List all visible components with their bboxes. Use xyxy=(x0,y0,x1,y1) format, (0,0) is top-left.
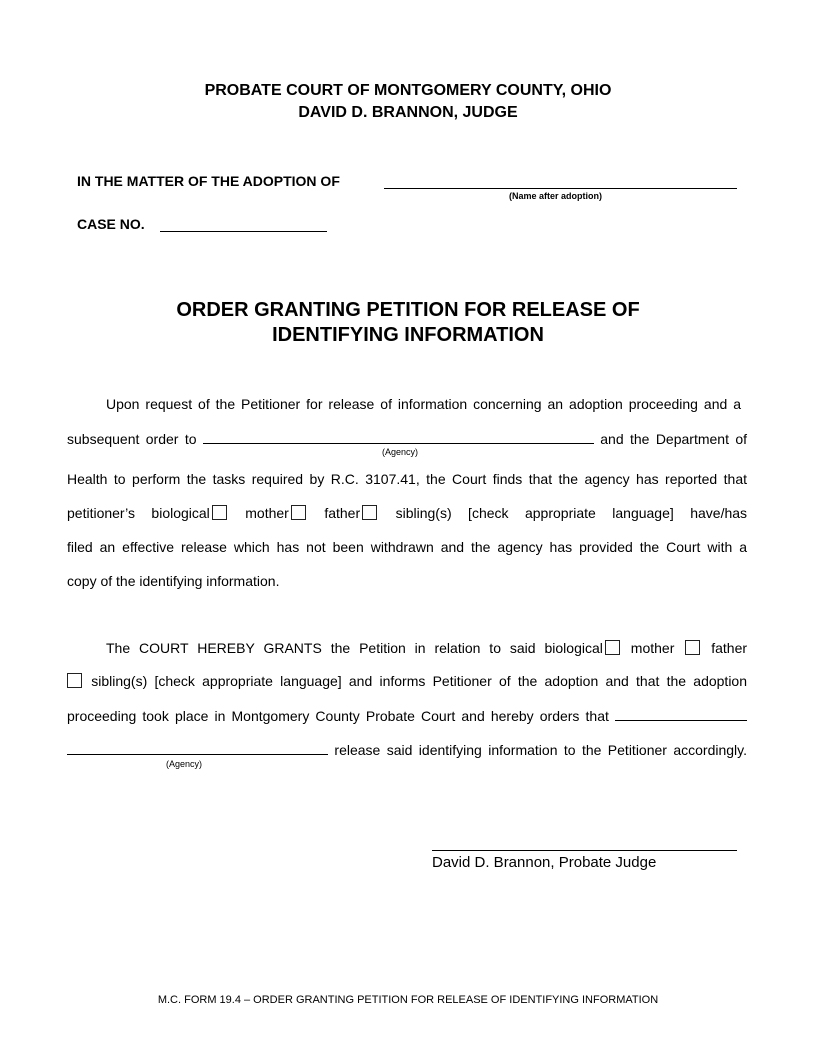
agency-field[interactable] xyxy=(203,430,594,444)
form-title-line1: ORDER GRANTING PETITION FOR RELEASE OF xyxy=(176,299,640,321)
para1-line2 xyxy=(67,430,747,446)
text: mother xyxy=(245,505,289,521)
para1-line4 xyxy=(67,505,747,521)
biological-checkbox[interactable] xyxy=(212,505,227,520)
text: mother xyxy=(630,640,675,656)
text: father xyxy=(324,505,361,521)
para1-line3: Health to perform the tasks required by R.C. 3107.41, the Court finds that the agency has reported that xyxy=(67,471,747,487)
para2-line2 xyxy=(67,673,747,689)
text: release said identifying information to the Petitioner accordingly. xyxy=(334,742,748,758)
adoption-label: IN THE MATTER OF THE ADOPTION OF xyxy=(77,173,340,189)
father-checkbox[interactable] xyxy=(362,505,377,520)
text: petitioner’s biological xyxy=(67,505,210,521)
para1-line1: Upon request of the Petitioner for release of information concerning an adoption proceeding and a xyxy=(106,396,741,412)
para2-line4 xyxy=(67,741,747,757)
case-no-label: CASE NO. xyxy=(77,216,145,232)
mother-checkbox[interactable] xyxy=(291,505,306,520)
form-title-line2: IDENTIFYING INFORMATION xyxy=(272,324,544,346)
mother-checkbox-2[interactable] xyxy=(685,640,700,655)
text: subsequent order to xyxy=(67,431,197,447)
para2-line1 xyxy=(106,640,747,656)
para1-line6: copy of the identifying information. xyxy=(67,573,280,589)
adoptee-name-field[interactable] xyxy=(384,188,737,189)
text: The COURT HEREBY GRANTS the Petition in relation to said biological xyxy=(106,640,603,656)
text: sibling(s) [check appropriate language] and informs Petitioner of the adoption and that the adoption xyxy=(91,673,747,689)
agency-caption-2: (Agency) xyxy=(166,759,203,769)
biological-checkbox-2[interactable] xyxy=(605,640,620,655)
court-heading: PROBATE COURT OF MONTGOMERY COUNTY, OHIO xyxy=(204,82,612,99)
form-footer: M.C. FORM 19.4 – ORDER GRANTING PETITION FOR RELEASE OF IDENTIFYING INFORMATION xyxy=(157,994,659,1006)
name-caption: (Name after adoption) xyxy=(509,191,603,201)
para2-line3 xyxy=(67,707,747,723)
case-no-field[interactable] xyxy=(160,231,327,232)
para1-line5: filed an effective release which has not been withdrawn and the agency has provided the Court with a xyxy=(67,539,747,555)
father-checkbox-2[interactable] xyxy=(67,673,82,688)
judge-signature-name: David D. Brannon, Probate Judge xyxy=(432,854,657,871)
agency-field-2a[interactable] xyxy=(615,707,747,721)
signature-line[interactable] xyxy=(432,850,737,851)
text: proceeding took place in Montgomery County Probate Court and hereby orders that xyxy=(67,708,609,724)
text: father xyxy=(711,640,748,656)
text: and the Department of xyxy=(600,431,748,447)
agency-caption: (Agency) xyxy=(382,447,419,457)
judge-heading: DAVID D. BRANNON, JUDGE xyxy=(298,104,518,121)
agency-field-2b[interactable] xyxy=(67,741,328,755)
text: sibling(s) [check appropriate language] have/has xyxy=(395,505,748,521)
